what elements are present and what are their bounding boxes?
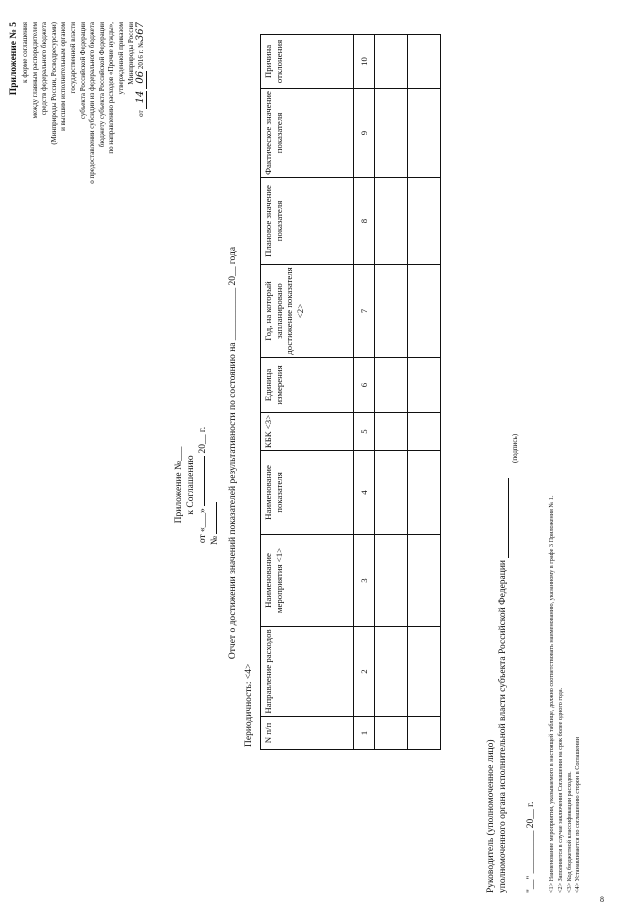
annex-5-header [8,22,147,282]
annex-5-title: Приложение № 5 [9,22,19,96]
annex-5-line: субъекта Российской Федерации [78,22,87,120]
date-line: "__" _________ 20__ г. [526,801,536,893]
annex-5-line: утвержденной приказом [116,22,125,95]
header-measure-name: Наименование мероприятия <1> [261,535,354,627]
order-day-handwritten: 14 [136,91,147,109]
annex-date-line: от «___» 20__ г. [198,426,208,544]
annex-5-line: по направлению расходов «Прочие нужды», [107,22,116,154]
order-month-handwritten: 06 [136,71,147,89]
order-number-handwritten: 367 [135,22,147,42]
column-number: 2 [354,627,375,717]
periodicity-label: Периодичность: <4> [244,663,254,747]
table-column-numbers-row [354,35,375,750]
table-empty-row [408,35,441,750]
page-number: 8 [600,895,604,904]
column-number: 6 [354,358,375,413]
footnote: <1> Наименование мероприятия, указываемого в настоящей таблице, должно соответствовать наименованию, указанному в графе 3 Приложения № 1. [548,495,555,893]
agreement-annex-header [173,365,221,605]
column-number: 7 [354,265,375,358]
header-kbk: КБК <3> [261,413,354,451]
annex-5-line: государственной власти [68,22,77,94]
header-deviation-reason: Причина отклонения [261,35,354,89]
column-number: 1 [354,717,375,750]
header-target-year: Год, на который запланировано достижение показателя <2> [261,265,354,358]
signer-block [485,434,521,893]
column-number: 4 [354,451,375,535]
annex-no-line: № [209,365,221,605]
column-number: 10 [354,35,375,89]
footnote: <4> Устанавливается по соглашению сторон в Соглашении [574,737,582,893]
indicators-table [260,34,441,750]
table-empty-row [375,35,408,750]
header-planned-value: Плановое значение показателя [261,178,354,265]
column-number: 3 [354,535,375,627]
header-unit: Единица измерения [261,358,354,413]
footnote: <2> Заполняется в случае заключения Соглашения на срок более одного года. [556,687,564,893]
order-date-line: от 14 06 2016 г. №367 [135,22,147,117]
annex-5-line: к форме соглашения [21,22,29,83]
to-agreement-line: к Соглашению [186,455,196,515]
signer-organization-line: уполномоченного органа исполнительной власти субъекта Российской Федерации [497,434,509,893]
signature-hint: (подпись) [511,433,519,463]
signer-title: Руководитель (уполномоченное лицо) [486,739,496,893]
annex-5-line: между главным распорядителем [30,22,39,119]
header-expense-direction: Направление расходов [261,627,354,717]
header-indicator-name: Наименование показателя [261,451,354,535]
annex-number-line: Приложение №___ [174,446,184,524]
column-number: 8 [354,178,375,265]
annex-5-line: и высшим исполнительным органом [59,22,68,131]
column-number: 9 [354,89,375,178]
report-title: Отчет о достижении значений показателей результативности по состоянию на ___________ 20__ года [228,246,238,660]
annex-5-line: бюджету субъекта Российской Федерации [97,22,106,148]
annex-5-line: (Минприроды России, Росводресурсами) [49,22,58,145]
column-number: 5 [354,413,375,451]
footnotes [548,495,583,893]
annex-5-line: средств федерального бюджета [40,22,49,116]
footnote: <3> Код бюджетной классификации расходов. [565,771,573,893]
header-actual-value: Фактическое значение показателя [261,89,354,178]
signature-line [508,478,509,558]
annex-5-line: Минприроды России [126,22,135,85]
annex-5-line: о предоставлении субсидии из федерального бюджета [88,22,97,184]
table-header-row [261,35,354,750]
header-number: N п/п [261,717,354,750]
